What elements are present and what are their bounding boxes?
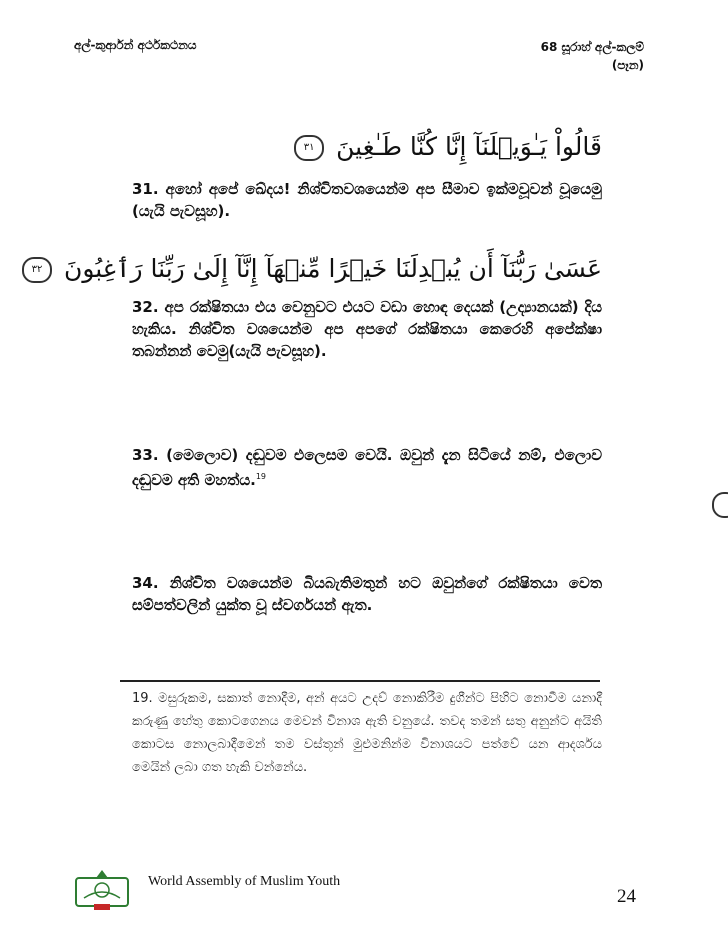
header-surah-title bbox=[541, 38, 644, 74]
arabic-ayah-32-text: عَسَىٰ رَبُّنَآ أَن يُبۡدِلَنَا خَيۡرًا مِّنۡهَآ إِنَّآ إِلَىٰ رَبِّنَا رَٲغِبُونَ bbox=[63, 254, 602, 283]
footnote-ref: 19 bbox=[255, 472, 267, 481]
ayah-marker-partial-icon bbox=[712, 492, 728, 518]
verse-32-translation: 32. අප රක්ෂිතයා එය වෙනුවට එයට වඩා හොඳ දෙයක් (උද්‍යානයක්) දිය හැකිය. නිශ්චිත වශයෙන්ම අප අපගේ රක්ෂිතයා කෙරෙහි අපේක්ෂා තබන්නන් වෙමු(යැයි පැවසූහ). bbox=[132, 298, 602, 360]
footer-organization: World Assembly of Muslim Youth bbox=[148, 874, 341, 889]
arabic-ayah-32 bbox=[18, 254, 602, 283]
verse-33-translation bbox=[132, 444, 602, 491]
verse-33-text: 33. (මෙලොව) දඬුවම එලෙසම වෙයි. ඔවුන් දැන සිටියේ නම්, එලොව දඬුවම අති මහත්ය. bbox=[132, 446, 602, 489]
header-surah-name: 68 සූරාහ් අල්-කලම් bbox=[540, 40, 644, 54]
ayah-number-32-icon: ٣٢ bbox=[22, 257, 52, 283]
ayah-number-31-icon: ٣١ bbox=[294, 135, 324, 161]
wamy-logo-icon bbox=[74, 868, 130, 914]
verse-34-translation: 34. නිශ්චිත වශයෙන්ම බියබැතිමතුන් හට ඔවුන්ගේ රක්ෂිතයා වෙත සම්පත්වලින් යුක්ත වූ ස්වර්ගයන් ඇත. bbox=[132, 574, 602, 614]
verse-31-translation: 31. අහෝ අපේ ඛේදය! නිශ්චිතවශයෙන්ම අප සීමාව ඉක්මවූවන් වූයෙමු (යැයි පැවසූහ). bbox=[132, 180, 602, 220]
header-book-title: අල්-කුර්ආන් අර්ථකථනය bbox=[74, 38, 197, 52]
arabic-ayah-31 bbox=[290, 132, 602, 161]
page-number: 24 bbox=[617, 886, 636, 907]
footnote-divider bbox=[120, 680, 600, 682]
footnote-19: 19. මසුරුකම, සකාත් නොදීම, අන් අයට උදව් නොකිරීම දුගීන්ට පිහිට නොවීම යනාදී කරුණු හේතු කොටගෙනය මෙවන් විනාශ ඇති වනුයේ. තවද තමන් සතු අනුන්ට අයිති කොටස නොලබාදීමෙන් තම වස්තූන් මුළුමනින්ම විනාශයට පත්වේ යන ආදර්ශය මෙයින් ලබා ගත හැකි වන්නේය. bbox=[132, 691, 602, 775]
header-surah-meaning: (පෑන) bbox=[611, 58, 644, 72]
arabic-ayah-31-text: قَالُواْ يَـٰوَيۡلَنَآ إِنَّا كُنَّا طَـٰغِينَ bbox=[336, 132, 602, 161]
